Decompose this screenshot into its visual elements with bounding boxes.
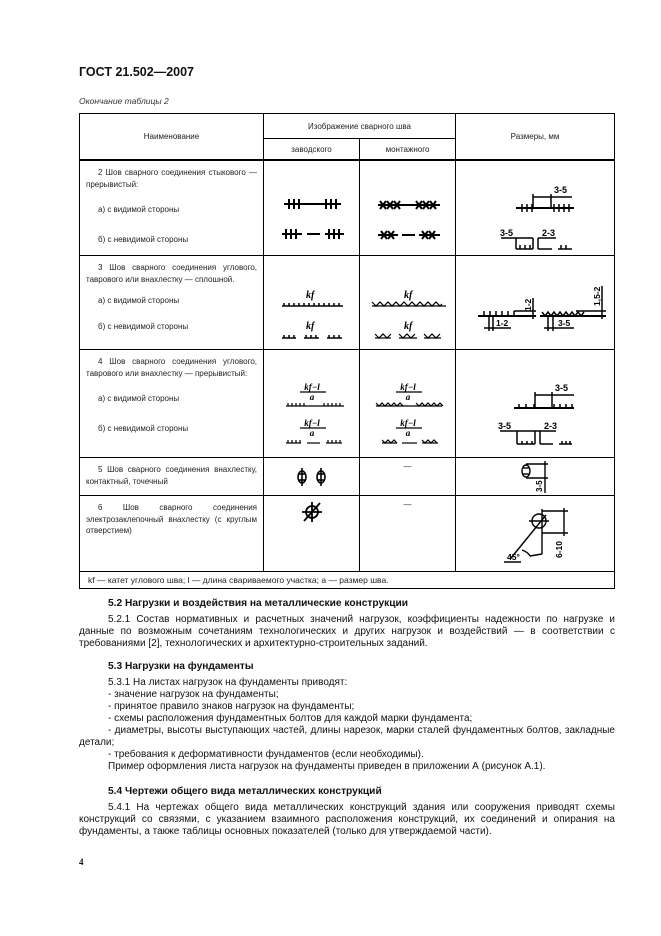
a-label: a <box>405 428 411 438</box>
table-row <box>80 496 615 572</box>
dim-label: 6-10 <box>554 540 564 558</box>
table-caption: Окончание таблицы 2 <box>79 96 169 106</box>
list-item: - требования к деформативности фундаментов (если необходимы). <box>108 749 424 760</box>
section-heading: 5.3 Нагрузки на фундаменты <box>108 661 254 672</box>
factory-symbol-cell <box>264 256 360 350</box>
fillet-weld-intermittent-dimensions-diagram <box>456 350 614 457</box>
assembly-symbol-cell <box>360 256 456 350</box>
butt-weld-intermittent-factory-icon <box>264 161 359 255</box>
assembly-symbol-cell: — <box>360 496 456 572</box>
header-image-group: Изображение сварного шва <box>264 114 456 139</box>
section-5-3 <box>0 661 661 773</box>
table-row <box>80 160 615 256</box>
butt-weld-intermittent-assembly-icon <box>360 161 455 255</box>
table-row <box>80 256 615 350</box>
row-title: 5 Шов сварного соединения внахлестку, контактный, точечный <box>86 465 257 486</box>
spot-weld-contact-icon <box>264 458 359 495</box>
butt-weld-dimensions-diagram <box>456 161 614 255</box>
kf-l-label: kf−l <box>400 418 416 428</box>
header-name: Наименование <box>80 114 264 161</box>
assembly-symbol-cell <box>360 350 456 458</box>
factory-symbol-cell <box>264 458 360 496</box>
a-label: a <box>405 392 411 402</box>
fillet-weld-continuous-assembly-icon <box>360 256 455 349</box>
table-row <box>80 458 615 496</box>
assembly-symbol-cell <box>360 160 456 256</box>
dim-label: 3-5 <box>535 480 544 492</box>
spot-weld-dimensions-diagram <box>456 458 614 495</box>
section-5-4 <box>0 786 661 838</box>
factory-symbol-cell <box>264 160 360 256</box>
weld-table <box>79 113 615 589</box>
dim-label: 3-5 <box>500 228 514 238</box>
row-title: 3 Шов сварного соединения углового, таврового или внахлестку — сплошной. <box>86 263 257 284</box>
dim-label: 45° <box>507 552 520 562</box>
factory-symbol-cell <box>264 350 360 458</box>
fillet-weld-intermittent-assembly-icon <box>360 350 455 457</box>
header-dimensions: Размеры, мм <box>456 114 615 161</box>
list-item: - значение нагрузок на фундаменты; <box>108 689 279 700</box>
row-name-cell <box>80 160 264 256</box>
row-name-cell <box>80 256 264 350</box>
dim-label: 2-3 <box>544 421 558 431</box>
header-assembly: монтажного <box>360 139 456 161</box>
kf-label: kf <box>306 290 315 301</box>
dim-label: 3-5 <box>554 185 568 195</box>
list-item: - схемы расположения фундаментных болтов для каждой марки фундамента; <box>108 713 473 724</box>
dim-label: 1-2 <box>496 318 509 328</box>
kf-label: kf <box>404 290 413 301</box>
assembly-symbol-cell: — <box>360 458 456 496</box>
section-heading: 5.2 Нагрузки и воздействия на металлические конструкции <box>108 598 409 609</box>
fillet-weld-dimensions-diagram <box>456 256 614 349</box>
paragraph-intro: 5.3.1 На листах нагрузок на фундаменты приводят: <box>108 677 348 688</box>
dim-label: 1-2 <box>523 298 533 311</box>
dimensions-cell <box>456 458 615 496</box>
dim-label: 3-5 <box>558 318 571 328</box>
row-title: 6 Шов сварного соединения электрозаклепочный внахлестку (с круглым отверстием) <box>86 503 257 535</box>
kf-l-label: kf−l <box>304 382 320 392</box>
row-name-cell <box>80 350 264 458</box>
dimensions-cell <box>456 160 615 256</box>
option-invisible: б) с невидимой стороны <box>98 321 189 331</box>
dim-label: 1,5-2 <box>592 286 602 306</box>
row-name-cell <box>80 458 264 496</box>
table-note: kf — катет углового шва; l — длина свариваемого участка; a — размер шва. <box>80 572 615 589</box>
document-header: ГОСТ 21.502—2007 <box>79 65 195 79</box>
dimensions-cell <box>456 256 615 350</box>
option-invisible: б) с невидимой стороны <box>98 234 189 244</box>
list-item: - диаметры, высоты выступающих частей, длины нарезок, марки сталей фундаментных болтов, закладные детали; <box>79 725 615 748</box>
electric-rivet-weld-icon <box>264 496 359 571</box>
dimensions-cell <box>456 350 615 458</box>
option-visible: а) с видимой стороны <box>98 296 180 305</box>
option-invisible: б) с невидимой стороны <box>98 423 189 433</box>
dim-label: 3-5 <box>498 421 512 431</box>
a-label: a <box>309 428 315 438</box>
kf-label: kf <box>404 321 413 332</box>
section-5-2 <box>0 598 661 650</box>
table-row <box>80 350 615 458</box>
paragraph: 5.4.1 На чертежах общего вида металлических конструкций здания или сооружения приводят схемы конструкций со связями, с указанием взаимного расположения конструкций, их соединений и опирания на фундаменты, а также таблицы основных показателей (только для утверждаемой части). <box>79 802 615 837</box>
row-name-cell <box>80 496 264 572</box>
a-label: a <box>309 392 315 402</box>
page-number: 4 <box>79 857 84 867</box>
row-title: 4 Шов сварного соединения углового, таврового или внахлестку — прерывистый: <box>86 357 257 378</box>
fillet-weld-intermittent-factory-icon <box>264 350 359 457</box>
section-heading: 5.4 Чертежи общего вида металлических конструкций <box>108 786 382 797</box>
fillet-weld-continuous-factory-icon <box>264 256 359 349</box>
list-item: - принятое правило знаков нагрузок на фундаменты; <box>108 701 355 712</box>
option-visible: а) с видимой стороны <box>98 205 180 214</box>
factory-symbol-cell <box>264 496 360 572</box>
kf-l-label: kf−l <box>304 418 320 428</box>
paragraph: 5.2.1 Состав нормативных и расчетных значений нагрузок, коэффициенты надежности по нагрузке и данные по возможным сочетаниям технологических и других нагрузок и воздействий — в соответствии с требованиями [2], технологических и архитектурно-строительных заданий. <box>79 614 615 649</box>
kf-l-label: kf−l <box>400 382 416 392</box>
electric-rivet-dimensions-diagram <box>456 496 614 571</box>
dim-label: 3-5 <box>555 383 569 393</box>
header-factory: заводского <box>264 139 360 161</box>
dimensions-cell <box>456 496 615 572</box>
table-note-row <box>80 572 615 589</box>
row-title: 2 Шов сварного соединения стыкового — прерывистый: <box>86 168 257 189</box>
dim-label: 2-3 <box>542 228 556 238</box>
paragraph-closing: Пример оформления листа нагрузок на фундаменты приведен в приложении А (рисунок А.1). <box>108 761 546 772</box>
kf-label: kf <box>306 321 315 332</box>
option-visible: а) с видимой стороны <box>98 394 180 403</box>
